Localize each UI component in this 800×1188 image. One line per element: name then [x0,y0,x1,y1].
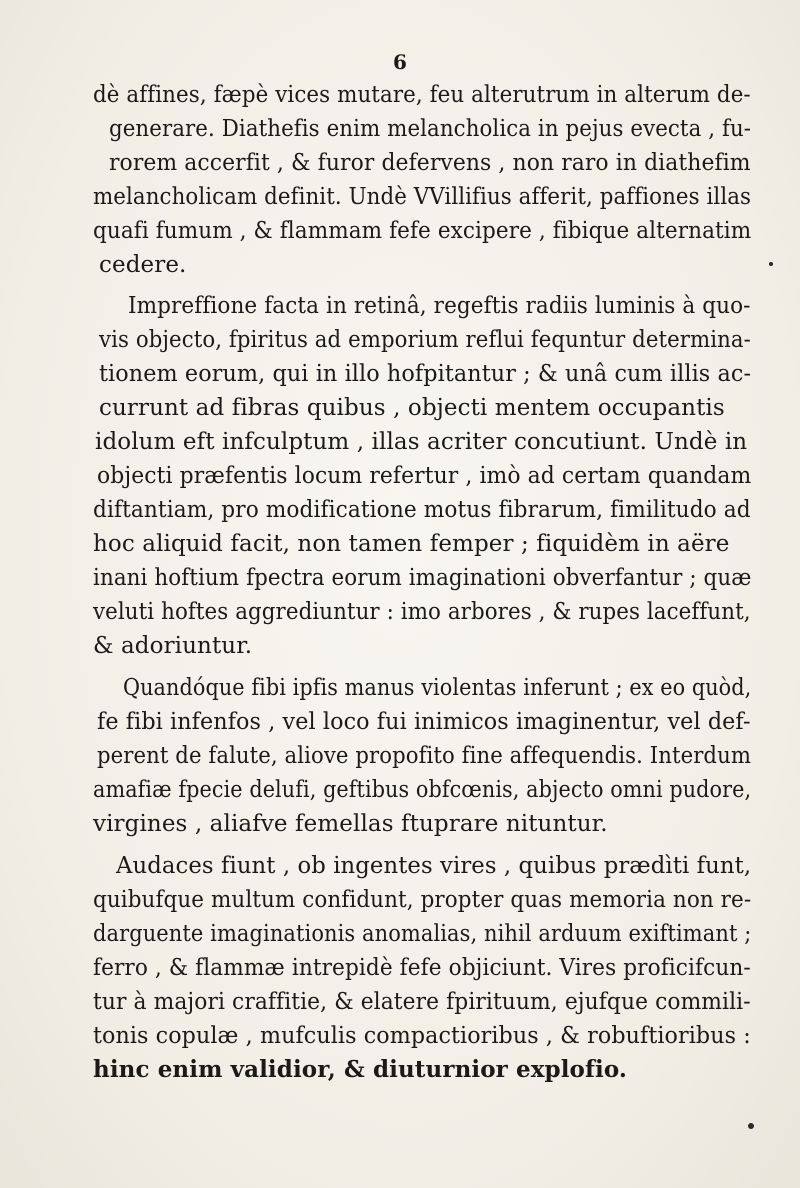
text-line: virgines , aliafve femellas ftuprare nituntur. [93,811,608,837]
text-line: quafi fumum , & flammam fefe excipere , fibique alternatim [93,218,752,244]
paragraph-first-line: Impreffione facta in retinâ, regeftis radiis luminis à quo- [128,293,751,319]
text-line: currunt ad fibras quibus , objecti mentem occupantis [99,395,725,421]
text-line: generare. Diathefis enim melancholica in pejus evecta , fu- [109,116,752,142]
text-line: amafiæ fpecie delufi, geftibus obfcœnis, abjecto omni pudore, [93,777,752,803]
text-line: tur à majori craffitie, & elatere fpirituum, ejufque commili- [93,989,751,1015]
text-line: tonis copulæ , mufculis compactioribus , & robuftioribus : [93,1023,751,1049]
text-line: hoc aliquid facit, non tamen femper ; fiquidèm in aëre [93,531,730,557]
paragraph-first-line: Audaces fiunt , ob ingentes vires , quibus prædìti funt, [116,853,752,879]
text-line: veluti hoftes aggrediuntur : imo arbores , & rupes laceffunt, [93,599,751,625]
text-line: darguente imaginationis anomalias, nihil arduum exiftimant ; [93,921,752,947]
ink-speck [769,262,773,266]
text-line: fe fibi infenfos , vel loco fui inimicos imaginentur, vel def- [97,709,751,735]
text-line: diftantiam, pro modificatione motus fibrarum, fimilitudo ad [93,497,751,523]
text-line: objecti præfentis locum refertur , imò ad certam quandam [97,463,752,489]
paragraph-first-line: Quandóque fibi ipfis manus violentas inferunt ; ex eo quòd, [123,675,752,701]
text-line: inani hoftium fpectra eorum imaginationi obverfantur ; quæ [93,565,752,591]
text-line: idolum eft infculptum , illas acriter concutiunt. Undè in [95,429,748,455]
text-line: quibufque multum confidunt, propter quas memoria non re- [93,887,752,913]
text-line: cedere. [99,252,187,278]
text-line: perent de falute, aliove propofito fine affequendis. Interdum [97,743,752,769]
text-line: rorem accerfit , & furor defervens , non raro in diathefim [109,150,751,176]
page-number: 6 [393,50,407,74]
text-line: & adoriuntur. [93,633,253,659]
ink-speck [748,1123,754,1129]
text-line: dè affines, fæpè vices mutare, feu alterutrum in alterum de- [93,82,751,108]
text-line: vis objecto, fpiritus ad emporium reflui fequntur determina- [99,327,751,353]
text-line: hinc enim validior, & diuturnior explofio. [93,1056,627,1083]
text-line: melancholicam definit. Undè VVillifius afferit, paffiones illas [93,184,752,210]
text-line: ferro , & flammæ intrepidè fefe objiciunt. Vires proficifcun- [93,955,751,981]
text-line: tionem eorum, qui in illo hofpitantur ; & unâ cum illis ac- [99,361,752,387]
